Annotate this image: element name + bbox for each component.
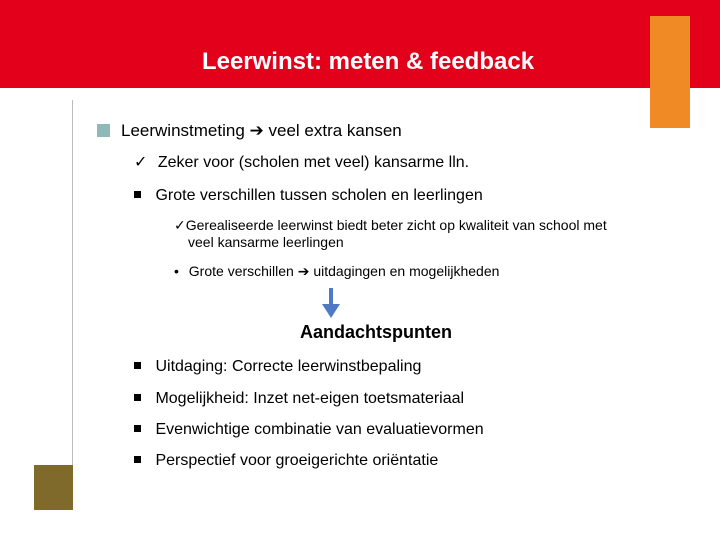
point-text: Uitdaging: Correcte leerwinstbepaling [155,358,422,375]
section-heading: Aandachtspunten [300,322,453,342]
check-bullet [134,153,469,173]
sub-dot-bullet [174,263,499,280]
sub-dot-rest: uitdagingen en mogelijkheden [309,263,500,279]
small-square-bullet-icon [134,425,141,432]
left-divider-line [72,100,73,510]
list-item [134,420,484,440]
list-item [134,451,438,471]
sub-check-continuation [188,234,344,251]
right-arrow-icon: ➔ [297,263,310,279]
point-text: Mogelijkheid: Inzet net-eigen toetsmateriaal [155,390,465,407]
slide-title: Leerwinst: meten & feedback [201,48,535,75]
point-text: Evenwichtige combinatie van evaluatievormen [155,421,484,438]
main-bullet-rest: veel extra kansen [263,121,402,140]
point-text: Perspectief voor groeigerichte oriëntatie [155,452,439,469]
main-bullet-text: Leerwinstmeting [121,121,245,140]
list-item [134,389,464,409]
main-bullet [121,121,402,141]
checkmark-icon: ✓ [174,217,186,233]
sub-check-line1: Gerealiseerde leerwinst biedt beter zicht op kwaliteit van school met [185,217,607,233]
square-bullet-text: Grote verschillen tussen scholen en leerlingen [155,187,483,204]
decorative-olive-box [34,465,73,510]
square-bullet [134,186,483,206]
check-bullet-text: Zeker voor (scholen met veel) kansarme lln. [157,154,470,171]
small-square-bullet-icon [134,394,141,401]
list-item [134,357,421,377]
small-square-bullet-icon [134,456,141,463]
sub-dot-text: Grote verschillen [188,263,294,279]
right-arrow-icon: ➔ [249,121,264,140]
sub-check-bullet [174,217,607,234]
sub-check-line2: veel kansarme leerlingen [188,234,344,250]
square-bullet-icon [97,124,110,137]
down-arrow-icon [321,288,341,318]
dot-bullet-icon: • [174,263,179,279]
checkmark-icon: ✓ [134,154,148,171]
small-square-bullet-icon [134,362,141,369]
small-square-bullet-icon [134,191,141,198]
